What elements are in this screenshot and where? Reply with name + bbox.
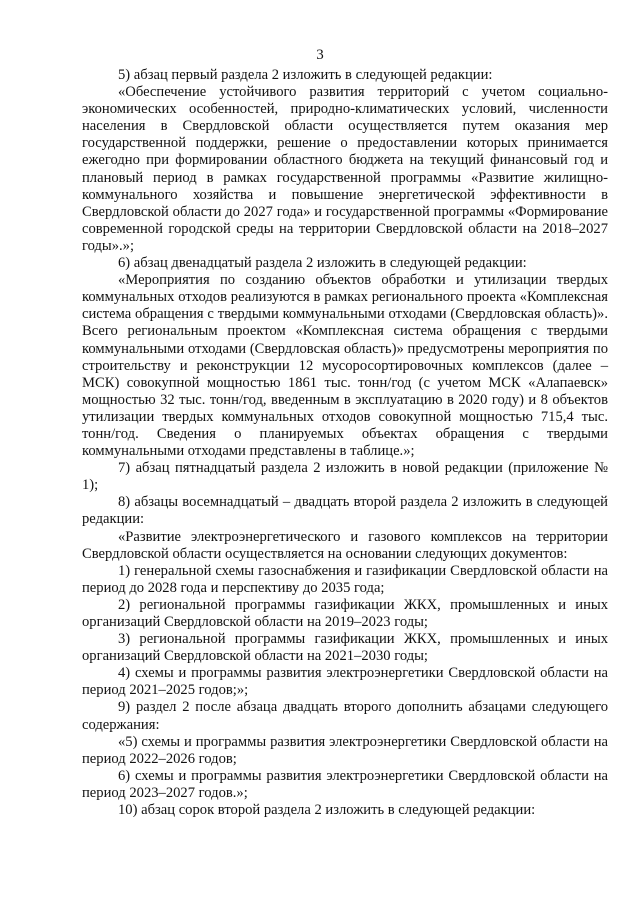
paragraph-list-item-6: 6) схемы и программы развития электроэнергетики Свердловской области на период 2023–2027 годов.»; (82, 767, 608, 801)
page-number: 3 (316, 47, 324, 63)
paragraph-item-7: 7) абзац пятнадцатый раздела 2 изложить в новой редакции (приложение № 1); (82, 460, 608, 494)
paragraph-quote-waste-management: «Мероприятия по созданию объектов обработки и утилизации твердых коммунальных отходов реализуются в рамках регионального проекта «Комплексная система обращения с твердыми коммунальными отходами (Свердловская область)». Всего региональным проектом «Комплексная система обращения с твердыми коммунальными отходами (Свердловская область)» предусмотрены мероприятия по строительству и реконструкции 12 мусоросортировочных комплексов (далее – МСК) совокупной мощностью 1861 тыс. тонн/год (с учетом МСК «Алапаевск» мощностью 32 тыс. тонн/год, введенным в эксплуатацию в 2020 году) и 8 объектов утилизации твердых коммунальных отходов совокупной мощностью 715,4 тыс. тонн/год. Сведения о планируемых объектах обращения с твердыми коммунальными отходами представлены в таблице.»; (82, 272, 608, 460)
document-body (82, 67, 608, 819)
paragraph-list-item-4: 4) схемы и программы развития электроэнергетики Свердловской области на период 2021–2025 годов;»; (82, 665, 608, 699)
paragraph-item-10: 10) абзац сорок второй раздела 2 изложить в следующей редакции: (118, 802, 536, 819)
paragraph-item-5: 5) абзац первый раздела 2 изложить в следующей редакции: (118, 67, 493, 83)
paragraph-item-6: 6) абзац двенадцатый раздела 2 изложить в следующей редакции: (118, 255, 527, 272)
paragraph-list-item-3: 3) региональной программы газификации ЖКХ, промышленных и иных организаций Свердловской области на 2021–2030 годы; (82, 631, 608, 665)
paragraph-list-item-5: «5) схемы и программы развития электроэнергетики Свердловской области на период 2022–2026 годов; (82, 733, 608, 767)
paragraph-list-item-1: 1) генеральной схемы газоснабжения и газификации Свердловской области на период до 2028 года и перспективу до 2035 года; (82, 562, 608, 596)
paragraph-list-item-2: 2) региональной программы газификации ЖКХ, промышленных и иных организаций Свердловской области на 2019–2023 годы; (82, 596, 608, 630)
paragraph-quote-energy-intro: «Развитие электроэнергетического и газового комплексов на территории Свердловской области осуществляется на основании следующих документов: (82, 528, 608, 562)
paragraph-item-8: 8) абзацы восемнадцатый – двадцать второй раздела 2 изложить в следующей редакции: (82, 494, 608, 528)
paragraph-item-9: 9) раздел 2 после абзаца двадцать второго дополнить абзацами следующего содержания: (82, 699, 608, 733)
paragraph-quote-section-2-first: «Обеспечение устойчивого развития территорий с учетом социально-экономических особенностей, природно-климатических условий, численности населения в Свердловской области осуществляется путем оказания мер государственной поддержки, решение о предоставлении которых принимается ежегодно при формировании областного бюджета на текущий финансовый год и плановый период в рамках государственной программы «Развитие жилищно-коммунального хозяйства и повышение энергетической эффективности в Свердловской области до 2027 года» и государственной программы «Формирование современной городской среды на территории Свердловской области на 2018–2027 годы».»; (82, 84, 608, 254)
